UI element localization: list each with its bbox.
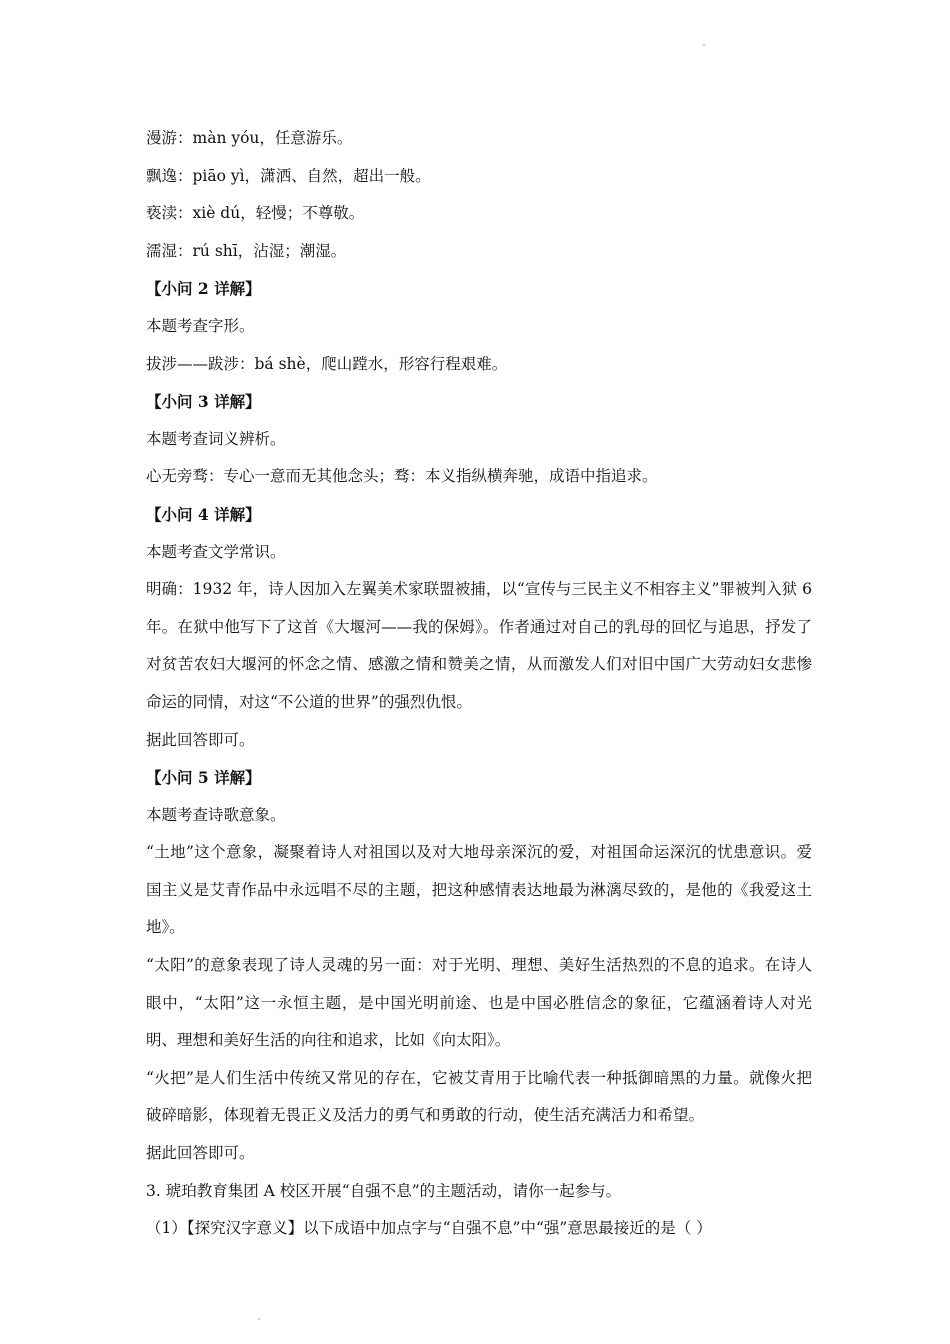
section-topic: 本题考查词义辨析。 bbox=[146, 429, 286, 448]
section-heading: 【小问 3 详解】 bbox=[146, 392, 261, 412]
section-heading: 【小问 5 详解】 bbox=[146, 768, 261, 788]
vocab-entry: 亵渎：xiè dú，轻慢；不尊敬。 bbox=[146, 204, 365, 223]
vocab-entry: 飘逸：piāo yì，潇洒、自然，超出一般。 bbox=[146, 166, 431, 185]
section-conclusion: 据此回答即可。 bbox=[146, 730, 255, 749]
section-conclusion: 据此回答即可。 bbox=[146, 1144, 255, 1163]
page-mark bbox=[258, 1318, 260, 1320]
vocab-entry: 漫游：màn yóu，任意游乐。 bbox=[146, 129, 353, 147]
section-paragraph: “太阳”的意象表现了诗人灵魂的另一面：对于光明、理想、美好生活热烈的不息的追求。在诗人眼中，“太阳”这一永恒主题，是中国光明前途、也是中国必胜信念的象征，它蕴涵着诗人对光明、理想和美好生活的向往和追求，比如《向太阳》。 bbox=[146, 956, 812, 1050]
section-detail: 心无旁骛：专心一意而无其他念头；骛：本义指纵横奔驰，成语中指追求。 bbox=[146, 467, 658, 486]
section-topic: 本题考查字形。 bbox=[146, 316, 255, 335]
section-paragraph: 明确：1932 年，诗人因加入左翼美术家联盟被捕，以“宣传与三民主义不相容主义”罪被判入狱 6 年。在狱中他写下了这首《大堰河——我的保姆》。作者通过对自己的乳母的回忆与追思，抒发了对贫苦农妇大堰河的怀念之情、感激之情和赞美之情，从而激发人们对旧中国广大劳动妇女悲惨命运的同情，对这“不公道的世界”的强烈仇恨。 bbox=[146, 580, 812, 711]
section-paragraph: “火把”是人们生活中传统又常见的存在，它被艾青用于比喻代表一种抵御暗黑的力量。就像火把破碎暗影，体现着无畏正义及活力的勇气和勇敢的行动，使生活充满活力和希望。 bbox=[146, 1068, 812, 1125]
section-topic: 本题考查文学常识。 bbox=[146, 542, 286, 561]
section-detail: 拔涉——跋涉：bá shè，爬山蹚水，形容行程艰难。 bbox=[146, 354, 508, 373]
question-3-1: （1）【探究汉字意义】以下成语中加点字与“自强不息”中“强”意思最接近的是（ ） bbox=[146, 1219, 712, 1238]
section-paragraph: “土地”这个意象，凝聚着诗人对祖国以及对大地母亲深沉的爱，对祖国命运深沉的忧患意识。爱国主义是艾青作品中永远唱不尽的主题，把这种感情表达地最为淋漓尽致的，是他的《我爱这土地》。 bbox=[146, 843, 812, 937]
section-heading: 【小问 4 详解】 bbox=[146, 504, 261, 524]
question-3: 3. 琥珀教育集团 A 校区开展“自强不息”的主题活动，请你一起参与。 bbox=[146, 1181, 622, 1200]
section-topic: 本题考查诗歌意象。 bbox=[146, 805, 286, 824]
section-heading: 【小问 2 详解】 bbox=[146, 279, 261, 299]
document-body bbox=[146, 120, 812, 1248]
vocab-entry: 濡湿：rú shī，沾湿；潮湿。 bbox=[146, 241, 347, 260]
page-mark bbox=[703, 44, 705, 46]
